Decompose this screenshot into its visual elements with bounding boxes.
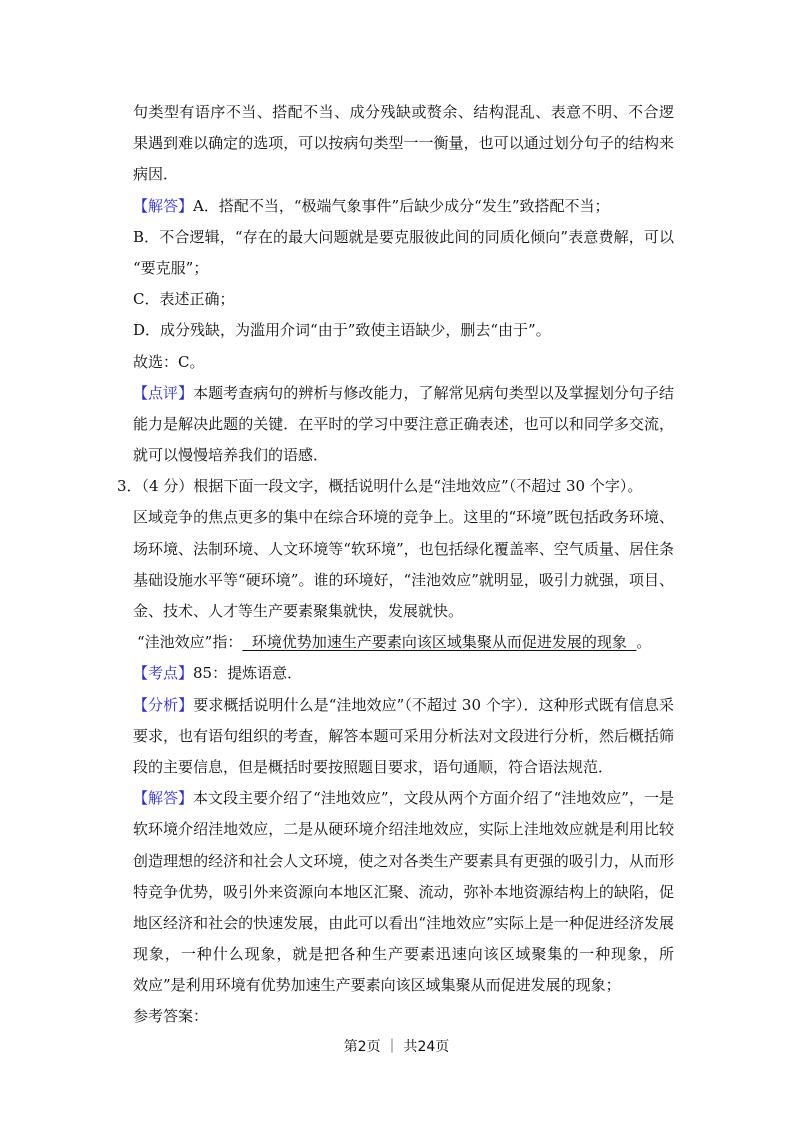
line-text: 3．（4 分）根据下面一段文字，概括说明什么是“洼地效应”（不超过 30 个字）。 [117,477,643,496]
line-text: 地区经济和社会的快速发展，由此可以看出“洼地效应”实际上是一种促进经济发展 [133,913,674,932]
page-footer: 第2页 ｜ 共24页 [343,1039,450,1055]
line-text: A．搭配不当，“极端气象事件”后缺少成分“发生”致搭配不当； [193,196,610,215]
line-text: 金、技术、人才等生产要素聚集就快，发展就快。 [133,602,464,620]
text-line [133,191,674,222]
text-line [137,627,674,658]
text-line [133,939,674,970]
text-line [133,970,674,1001]
text-line [133,752,674,783]
section-tag: 【点评】 [133,383,194,402]
line-text: B．不合逻辑，“存在的最大问题就是要克服彼此间的同质化倾向”表意费解，可以 [133,227,674,246]
text-line [133,877,674,908]
document-body [117,97,674,1033]
text-line [133,565,674,596]
line-text: 区域竞争的焦点更多的集中在综合环境的竞争上。这里的“环境”既包括政务环境、 [133,508,674,527]
text-line [133,846,674,877]
text-line [133,378,674,409]
text-line [133,97,674,128]
section-tag: 【分析】 [133,695,194,714]
line-text: C．表述正确； [133,290,235,309]
section-tag: 【解答】 [133,789,194,808]
text-line [133,908,674,939]
line-text: “要克服”； [133,258,209,277]
section-tag: 【解答】 [133,196,194,215]
text-line [117,471,674,502]
line-text: D．成分残缺，为滥用介词“由于”致使主语缺少，删去“由于”。 [133,321,551,340]
text-line [133,1001,674,1032]
line-text: 果遇到难以确定的选项，可以按病句类型一一衡量，也可以通过划分句子的结构来 [133,134,674,153]
answer-end-punct: 。 [636,633,652,652]
text-line [133,502,674,533]
section-tag: 【考点】 [133,664,194,683]
text-line [133,721,674,752]
line-text: 本题考查病句的辨析与修改能力，了解常见病句类型以及掌握划分句子结 [193,383,674,402]
text-line [133,128,674,159]
line-text: 故选：C。 [133,352,205,371]
line-text: 效应”是利用环境有优势加速生产要素向该区域集聚从而促进发展的现象； [133,976,621,995]
text-line [133,783,674,814]
line-text: “洼池效应”指： [137,633,243,652]
text-line [133,284,674,315]
line-text: 软环境介绍洼地效应，二是从硬环境介绍洼地效应，实际上洼地效应就是利用比较 [133,820,674,839]
line-text: 要求，也有语句组织的考查，解答本题可采用分析法对文段进行分析，然后概括筛 [133,726,674,745]
line-text: 场环境、法制环境、人文环境等“软环境”，也包括绿化覆盖率、空气质量、居住条 [133,539,674,558]
line-text: 参考答案： [133,1007,209,1026]
line-text: 特竞争优势，吸引外来资源向本地区汇聚、流动，弥补本地资源结构上的缺陷，促 [133,882,674,901]
text-line [133,596,674,627]
text-line [133,347,674,378]
text-line [133,409,674,440]
text-line [133,534,674,565]
line-text: 就可以慢慢培养我们的语感． [133,446,329,465]
line-text: 本文段主要介绍了“洼地效应”，文段从两个方面介绍了“洼地效应”，一是 [193,789,674,808]
text-line [133,253,674,284]
text-line [133,222,674,253]
line-text: 能力是解决此题的关键．在平时的学习中要注意正确表述，也可以和同学多交流， [133,414,674,433]
line-text: 要求概括说明什么是“洼地效应”（不超过 30 个字）．这种形式既有信息采 [193,695,674,714]
line-text: 病因． [133,165,179,184]
text-line [133,690,674,721]
answer-blank: 环境优势加速生产要素向该区域集聚从而促进发展的现象 [242,633,637,652]
text-line [133,658,674,689]
line-text: 段的主要信息，但是概括时要按照题目要求，语句通顺，符合语法规范． [133,757,614,776]
text-line [133,159,674,190]
line-text: 句类型有语序不当、搭配不当、成分残缺或赘余、结构混乱、表意不明、不合逻 [133,103,674,121]
line-text: 创造理想的经济和社会人文环境，使之对各类生产要素具有更强的吸引力，从而形 [133,851,674,870]
line-text: 基础设施水平等“硬环境”。谁的环境好，“洼池效应”就明显，吸引力就强，项目、 [133,570,674,589]
text-line [133,814,674,845]
line-text: 现象，一种什么现象，就是把各种生产要素迅速向该区域聚集的一种现象，所 [133,945,674,964]
text-line [133,440,674,471]
line-text: 85：提炼语意． [193,664,303,683]
text-line [133,315,674,346]
